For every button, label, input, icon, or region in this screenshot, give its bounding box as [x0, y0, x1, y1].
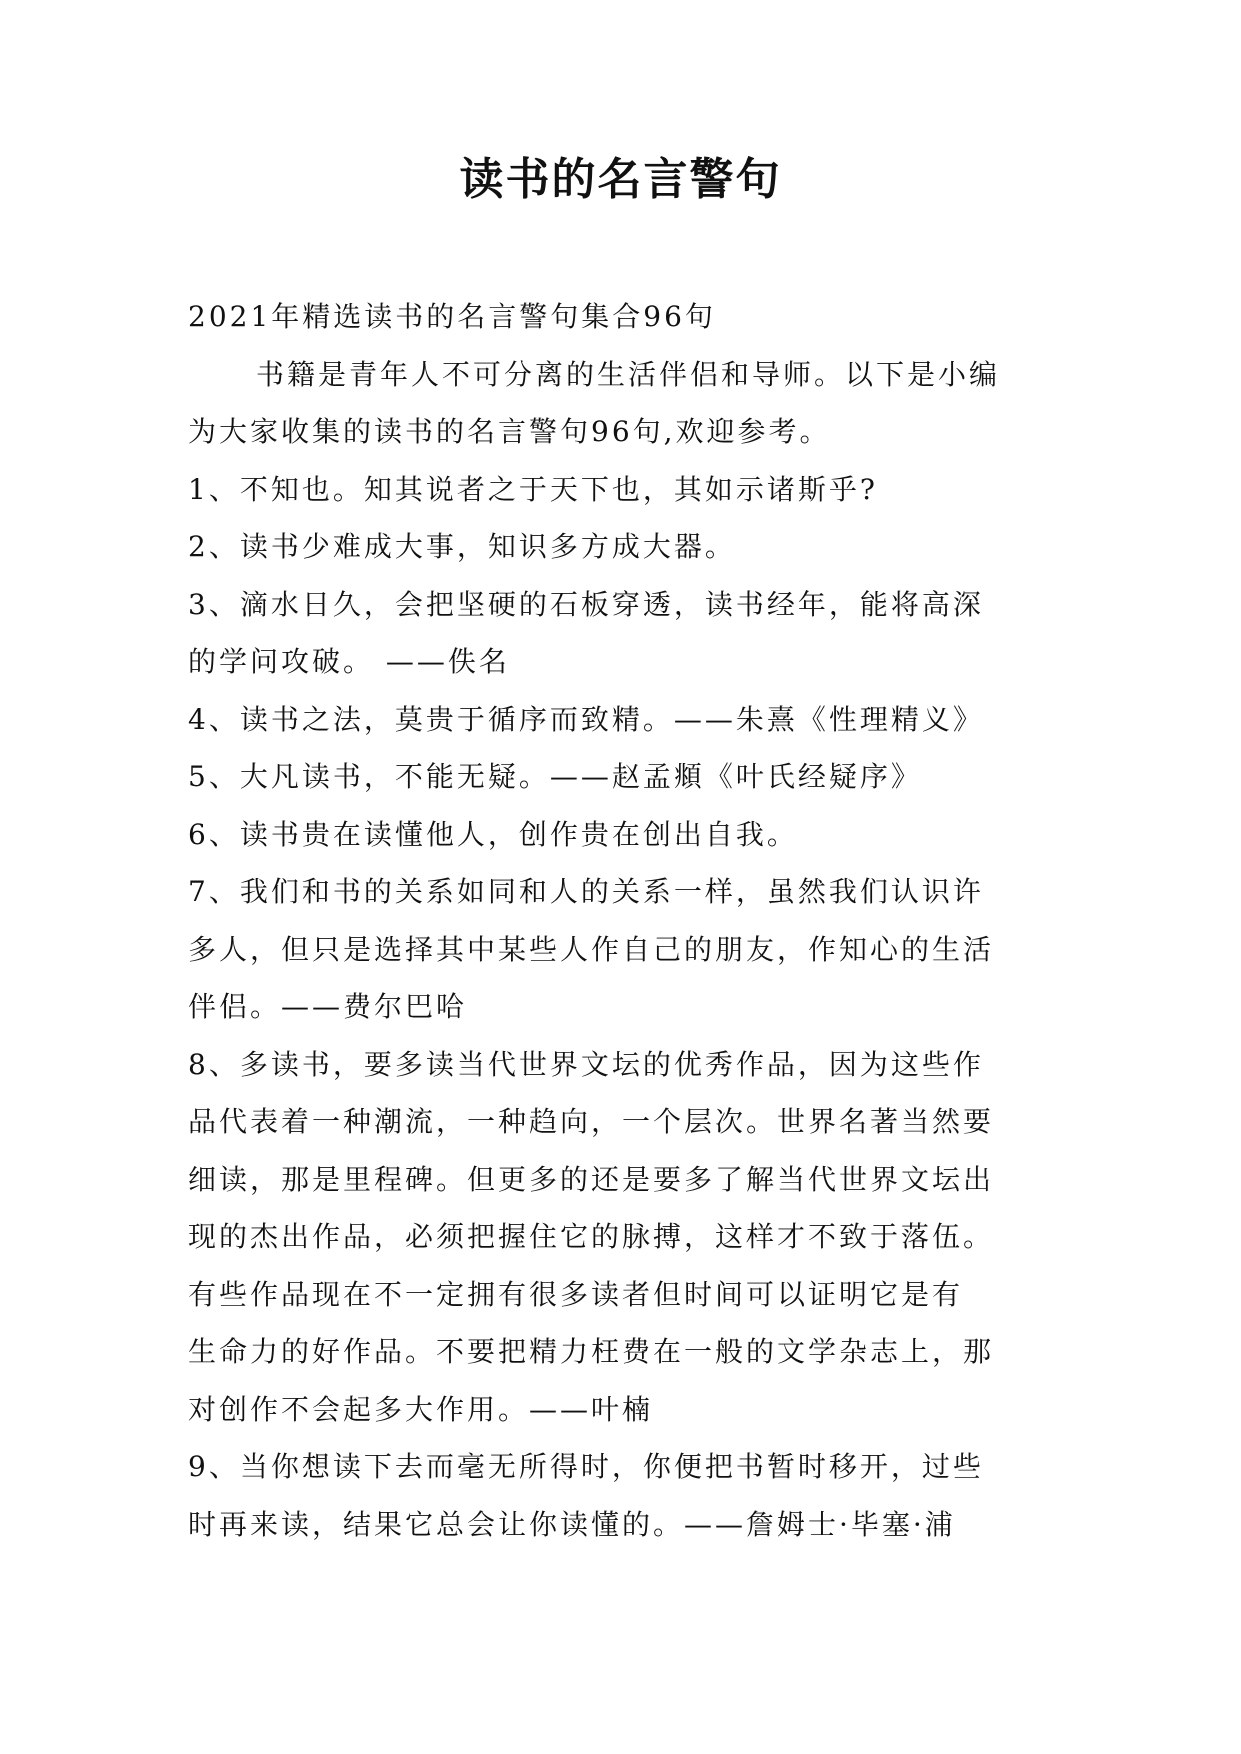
quote-line: 5、大凡读书，不能无疑。——赵孟頫《叶氏经疑序》 — [188, 760, 922, 793]
quote-line: 多人，但只是选择其中某些人作自己的朋友，作知心的生活 — [188, 932, 995, 966]
quote-line: 细读，那是里程碑。但更多的还是要多了解当代世界文坛出 — [188, 1162, 995, 1196]
quote-line: 对创作不会起多大作用。——叶楠 — [188, 1392, 654, 1426]
quote-line: 8、多读书，要多读当代世界文坛的优秀作品，因为这些作 — [188, 1047, 984, 1081]
quote-line: 的学问攻破。 ——佚名 — [188, 645, 510, 678]
quote-line: 1、不知也。知其说者之于天下也，其如示诸斯乎? — [188, 472, 878, 506]
quote-line: 伴侣。——费尔巴哈 — [188, 990, 468, 1023]
document-body — [188, 288, 1068, 1553]
intro-line: 为大家收集的读书的名言警句96句,欢迎参考。 — [188, 415, 831, 448]
subtitle-line: 2021年精选读书的名言警句集合96句 — [188, 300, 716, 333]
quote-line: 6、读书贵在读懂他人，创作贵在创出自我。 — [188, 817, 798, 851]
intro-line: 书籍是青年人不可分离的生活伴侣和导师。以下是小编 — [256, 357, 1001, 391]
quote-line: 有些作品现在不一定拥有很多读者但时间可以证明它是有 — [188, 1277, 964, 1311]
quote-line: 3、滴水日久，会把坚硬的石板穿透，读书经年，能将高深 — [188, 587, 984, 621]
quote-line: 9、当你想读下去而毫无所得时，你便把书暂时移开，过些 — [188, 1450, 984, 1483]
quote-line: 7、我们和书的关系如同和人的关系一样，虽然我们认识许 — [188, 875, 984, 908]
quote-line: 生命力的好作品。不要把精力枉费在一般的文学杂志上，那 — [188, 1335, 995, 1368]
quote-line: 时再来读，结果它总会让你读懂的。——詹姆士·毕塞·浦 — [188, 1507, 956, 1541]
quote-line: 2、读书少难成大事，知识多方成大器。 — [188, 530, 736, 563]
quote-line: 4、读书之法，莫贵于循序而致精。——朱熹《性理精义》 — [188, 702, 984, 736]
quote-line: 现的杰出作品，必须把握住它的脉搏，这样才不致于落伍。 — [188, 1220, 995, 1253]
quote-line: 品代表着一种潮流，一种趋向，一个层次。世界名著当然要 — [188, 1105, 995, 1138]
document-title: 读书的名言警句 — [459, 154, 782, 205]
